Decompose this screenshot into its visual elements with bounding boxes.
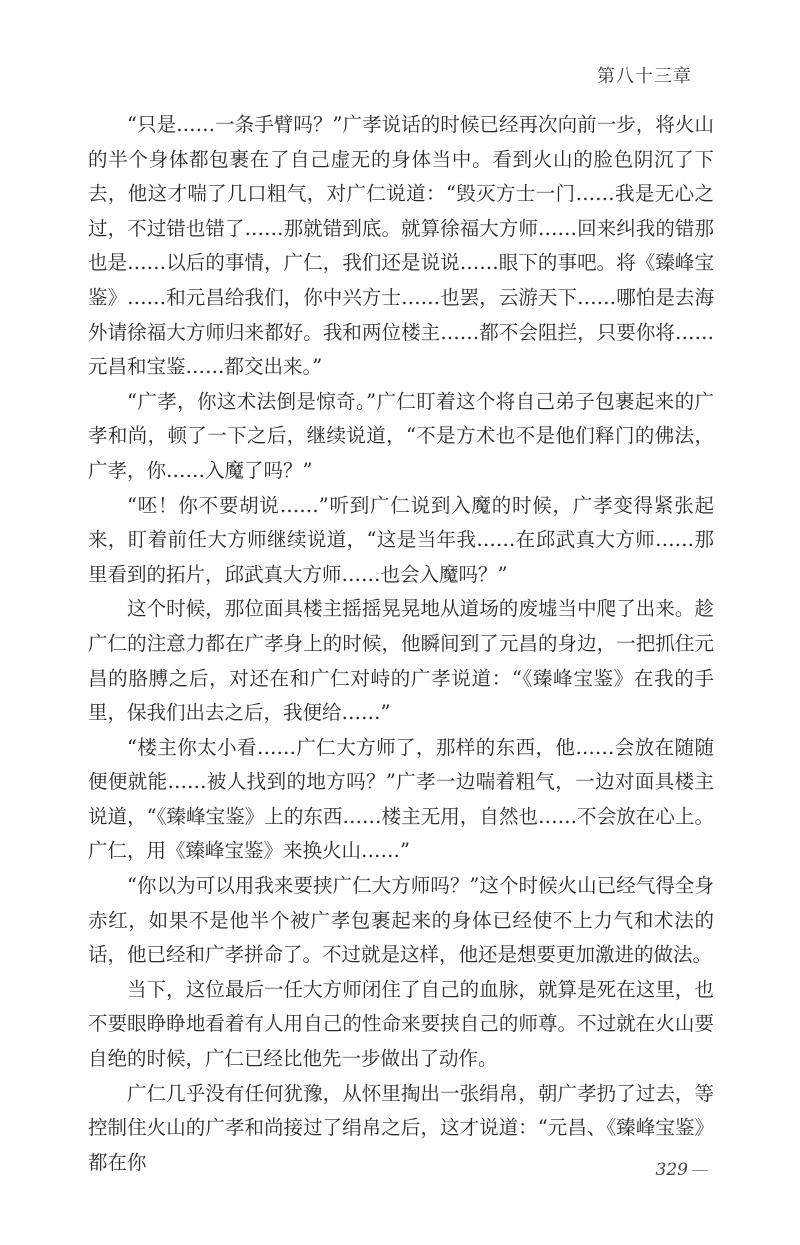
paragraph: “楼主你太小看……广仁大方师了，那样的东西，他……会放在随随便便就能……被人找到的地方吗？”广孝一边喘着粗气，一边对面具楼主说道，“《臻峰宝鉴》上的东西……楼主无用，自然也……不会放在心上。广仁，用《臻峰宝鉴》来换火山……” — [88, 735, 714, 863]
paragraph: “广孝，你这术法倒是惊奇。”广仁盯着这个将自己弟子包裹起来的广孝和尚，顿了一下之后，继续说道，“不是方术也不是他们释门的佛法，广孝，你……入魔了吗？” — [88, 389, 714, 482]
page-number — [656, 1160, 708, 1180]
paragraph: “只是……一条手臂吗？”广孝说话的时候已经再次向前一步，将火山的半个身体都包裹在了自己虚无的身体当中。看到火山的脸色阴沉了下去，他这才喘了几口粗气，对广仁说道：“毁灭方士一门……我是无心之过，不过错也错了……那就错到底。就算徐福大方师……回来纠我的错那也是……以后的事情，广仁，我们还是说说……眼下的事吧。将《臻峰宝鉴》……和元昌给我们，你中兴方士……也罢，云游天下……哪怕是去海外请徐福大方师归来都好。我和两位楼主……都不会阻拦，只要你将……元昌和宝鉴……都交出来。” — [88, 113, 714, 379]
page-number-value: 329 — [655, 1160, 688, 1180]
body-text — [88, 108, 714, 1180]
paragraph: “呸！你不要胡说……”听到广仁说到入魔的时候，广孝变得紧张起来，盯着前任大方师继续说道，“这是当年我……在邱武真大方师……那里看到的拓片，邱武真大方师……也会入魔吗？” — [88, 493, 714, 586]
paragraph: 广仁几乎没有任何犹豫，从怀里掏出一张绢帛，朝广孝扔了过去，等控制住火山的广孝和尚接过了绢帛之后，这才说道：“元昌、《臻峰宝鉴》都在你 — [88, 1081, 714, 1174]
paragraph: “你以为可以用我来要挟广仁大方师吗？”这个时候火山已经气得全身赤红，如果不是他半个被广孝包裹起来的身体已经使不上力气和术法的话，他已经和广孝拼命了。不过就是这样，他还是想要更加激进的做法。 — [88, 874, 714, 967]
chapter-running-head: 第八十三章 — [597, 66, 692, 87]
folio-rule — [692, 1170, 708, 1171]
paragraph: 这个时候，那位面具楼主摇摇晃晃地从道场的废墟当中爬了出来。趁广仁的注意力都在广孝身上的时候，他瞬间到了元昌的身边，一把抓住元昌的胳膊之后，对还在和广仁对峙的广孝说道：“《臻峰宝鉴》在我的手里，保我们出去之后，我便给……” — [88, 597, 714, 725]
paragraph: 当下，这位最后一任大方师闭住了自己的血脉，就算是死在这里，也不要眼睁睁地看着有人用自己的性命来要挟自己的师尊。不过就在火山要自绝的时候，广仁已经比他先一步做出了动作。 — [88, 977, 714, 1071]
